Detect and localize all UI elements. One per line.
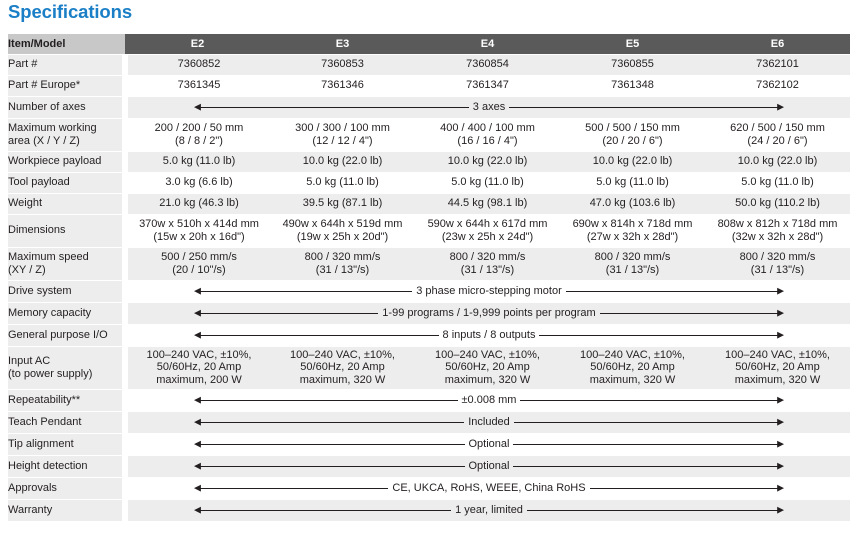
arrow-right-icon: ▶: [777, 438, 784, 449]
table-row: [8, 54, 850, 75]
table-row: [8, 172, 850, 193]
cell-line: 7360854: [466, 58, 509, 71]
table-row: [8, 499, 850, 521]
cell-line: (31 / 13"/s): [315, 263, 370, 276]
row-label: [8, 75, 125, 96]
table-row: [8, 433, 850, 455]
spanning-cell: [125, 324, 850, 346]
cell-line: 7362102: [756, 79, 799, 92]
value-cell: [415, 214, 560, 247]
cell-line: 808w x 812h x 718d mm: [717, 218, 838, 231]
page-title: Specifications: [8, 1, 133, 22]
cell-line: 7361346: [321, 79, 364, 92]
cell-line: (27w x 32h x 28d"): [586, 230, 679, 243]
cell-line: 100–240 VAC, ±10%,: [435, 349, 540, 362]
cell-line: General purpose I/O: [8, 328, 108, 341]
value-cell: [415, 75, 560, 96]
cell-line: 50/60Hz, 20 Amp: [445, 361, 530, 374]
spanning-cell: [125, 433, 850, 455]
cell-line: 7360855: [611, 58, 654, 71]
table-row: [8, 455, 850, 477]
cell-line: 800 / 320 mm/s: [594, 251, 671, 264]
cell-line: 50/60Hz, 20 Amp: [735, 361, 820, 374]
cell-line: 47.0 kg (103.6 lb): [589, 197, 676, 210]
value-cell: [560, 214, 705, 247]
spanning-cell: [125, 280, 850, 302]
value-cell: [560, 193, 705, 214]
cell-line: 100–240 VAC, ±10%,: [725, 349, 830, 362]
value-cell: [270, 214, 415, 247]
value-cell: [415, 151, 560, 172]
cell-line: 44.5 kg (98.1 lb): [447, 197, 528, 210]
cell-line: 50/60Hz, 20 Amp: [590, 361, 675, 374]
spanning-cell: [125, 455, 850, 477]
header-corner: Item/Model: [8, 34, 125, 54]
cell-line: 21.0 kg (46.3 lb): [159, 197, 239, 210]
cell-line: Tool payload: [8, 176, 70, 189]
row-label: [8, 151, 125, 172]
table-row: [8, 411, 850, 433]
row-label: [8, 302, 125, 324]
model-header: E3: [270, 34, 415, 54]
table-row: [8, 214, 850, 247]
value-cell: [270, 247, 415, 280]
table-row: [8, 193, 850, 214]
span-value: 8 inputs / 8 outputs: [439, 329, 540, 341]
cell-line: 5.0 kg (11.0 lb): [451, 176, 524, 189]
value-cell: [125, 118, 270, 151]
span-value: ±0.008 mm: [458, 394, 521, 406]
cell-line: Height detection: [8, 459, 88, 472]
cell-line: 100–240 VAC, ±10%,: [146, 349, 252, 362]
cell-line: Input AC: [8, 355, 51, 368]
cell-line: 5.0 kg (11.0 lb): [596, 176, 669, 189]
arrow-right-icon: ▶: [777, 307, 784, 318]
value-cell: [560, 151, 705, 172]
arrow-left-icon: ◀: [194, 329, 201, 340]
row-label: [8, 247, 125, 280]
value-cell: [705, 75, 850, 96]
row-label: [8, 324, 125, 346]
model-header: E5: [560, 34, 705, 54]
cell-line: 370w x 510h x 414d mm: [139, 218, 259, 231]
cell-line: (20 / 20 / 6"): [602, 134, 663, 147]
row-label: [8, 96, 125, 118]
value-cell: [560, 247, 705, 280]
table-row: [8, 96, 850, 118]
value-cell: [270, 75, 415, 96]
value-cell: [705, 151, 850, 172]
value-cell: [415, 54, 560, 75]
value-cell: [125, 346, 270, 389]
span-value: 3 axes: [469, 101, 509, 113]
value-cell: [415, 346, 560, 389]
cell-line: 800 / 320 mm/s: [304, 251, 381, 264]
span-value: Optional: [465, 438, 514, 450]
value-cell: [560, 118, 705, 151]
cell-line: (31 / 13"/s): [750, 263, 805, 276]
cell-line: Drive system: [8, 284, 72, 297]
cell-line: 620 / 500 / 150 mm: [730, 122, 825, 135]
cell-line: 500 / 250 mm/s: [161, 251, 237, 264]
cell-line: (to power supply): [8, 367, 93, 380]
value-cell: [270, 193, 415, 214]
cell-line: 490w x 644h x 519d mm: [282, 218, 403, 231]
value-cell: [270, 54, 415, 75]
arrow-left-icon: ◀: [194, 394, 201, 405]
value-cell: [125, 54, 270, 75]
table-row: [8, 75, 850, 96]
cell-line: 7361348: [611, 79, 654, 92]
cell-line: 7361347: [466, 79, 509, 92]
cell-line: maximum, 320 W: [734, 373, 821, 386]
spanning-cell: [125, 499, 850, 521]
cell-line: (23w x 25h x 24d"): [441, 230, 534, 243]
arrow-left-icon: ◀: [194, 285, 201, 296]
cell-line: Warranty: [8, 503, 53, 516]
arrow-left-icon: ◀: [194, 416, 201, 427]
value-cell: [125, 75, 270, 96]
cell-line: (31 / 13"/s): [605, 263, 660, 276]
value-cell: [560, 346, 705, 389]
row-label: [8, 455, 125, 477]
arrow-right-icon: ▶: [777, 285, 784, 296]
cell-line: 400 / 400 / 100 mm: [440, 122, 535, 135]
cell-line: (20 / 10"/s): [172, 263, 226, 276]
cell-line: (XY / Z): [8, 263, 46, 276]
cell-line: (16 / 16 / 4"): [457, 134, 518, 147]
arrow-right-icon: ▶: [777, 460, 784, 471]
cell-line: Weight: [8, 197, 43, 210]
table-row: [8, 477, 850, 499]
cell-line: Dimensions: [8, 224, 66, 237]
cell-line: (19w x 25h x 20d"): [296, 230, 389, 243]
spanning-cell: [125, 411, 850, 433]
value-cell: [560, 172, 705, 193]
value-cell: [270, 346, 415, 389]
cell-line: Workpiece payload: [8, 155, 102, 168]
arrow-right-icon: ▶: [777, 482, 784, 493]
value-cell: [705, 193, 850, 214]
row-label: [8, 193, 125, 214]
row-label: [8, 214, 125, 247]
cell-line: (8 / 8 / 2"): [175, 134, 223, 147]
arrow-left-icon: ◀: [194, 482, 201, 493]
cell-line: maximum, 320 W: [444, 373, 531, 386]
cell-line: area (X / Y / Z): [8, 134, 80, 147]
value-cell: [560, 75, 705, 96]
cell-line: 300 / 300 / 100 mm: [295, 122, 390, 135]
arrow-right-icon: ▶: [777, 101, 784, 112]
row-label: [8, 54, 125, 75]
span-value: 1 year, limited: [451, 504, 527, 516]
table-row: [8, 389, 850, 411]
cell-line: 10.0 kg (22.0 lb): [447, 155, 528, 168]
row-label: [8, 411, 125, 433]
model-header: E2: [125, 34, 270, 54]
cell-line: Teach Pendant: [8, 415, 82, 428]
span-value: CE, UKCA, RoHS, WEEE, China RoHS: [388, 482, 589, 494]
value-cell: [560, 54, 705, 75]
cell-line: 5.0 kg (11.0 lb): [306, 176, 379, 189]
cell-line: 7360852: [177, 58, 221, 71]
cell-line: Maximum speed: [8, 251, 89, 264]
cell-line: 5.0 kg (11.0 lb): [741, 176, 814, 189]
value-cell: [415, 193, 560, 214]
value-cell: [125, 151, 270, 172]
table-body: [8, 54, 850, 521]
cell-line: Memory capacity: [8, 306, 92, 319]
cell-line: 800 / 320 mm/s: [449, 251, 526, 264]
row-label: [8, 346, 125, 389]
model-header: E6: [705, 34, 850, 54]
table-row: [8, 346, 850, 389]
spanning-cell: [125, 389, 850, 411]
cell-line: Repeatability**: [8, 393, 81, 406]
row-label: [8, 389, 125, 411]
cell-line: 7361345: [177, 79, 221, 92]
cell-line: maximum, 320 W: [589, 373, 676, 386]
value-cell: [415, 118, 560, 151]
cell-line: Part #: [8, 58, 38, 71]
cell-line: Number of axes: [8, 100, 86, 113]
row-label: [8, 118, 125, 151]
span-value: 3 phase micro-stepping motor: [412, 285, 566, 297]
cell-line: 50/60Hz, 20 Amp: [156, 361, 242, 374]
arrow-right-icon: ▶: [777, 504, 784, 515]
cell-line: Tip alignment: [8, 437, 74, 450]
table-row: [8, 151, 850, 172]
cell-line: 500 / 500 / 150 mm: [585, 122, 680, 135]
header-row: [8, 34, 850, 54]
arrow-right-icon: ▶: [777, 394, 784, 405]
spanning-cell: [125, 477, 850, 499]
arrow-right-icon: ▶: [777, 416, 784, 427]
cell-line: 10.0 kg (22.0 lb): [302, 155, 383, 168]
span-value: Optional: [465, 460, 514, 472]
row-label: [8, 172, 125, 193]
table-row: [8, 324, 850, 346]
span-value: 1-99 programs / 1-9,999 points per program: [378, 307, 599, 319]
value-cell: [705, 172, 850, 193]
value-cell: [125, 214, 270, 247]
cell-line: maximum, 320 W: [299, 373, 386, 386]
cell-line: 10.0 kg (22.0 lb): [592, 155, 673, 168]
cell-line: 690w x 814h x 718d mm: [572, 218, 693, 231]
specifications-table: [8, 34, 850, 522]
cell-line: 10.0 kg (22.0 lb): [737, 155, 818, 168]
arrow-left-icon: ◀: [194, 504, 201, 515]
table-row: [8, 302, 850, 324]
arrow-left-icon: ◀: [194, 460, 201, 471]
cell-line: 7360853: [321, 58, 364, 71]
cell-line: (31 / 13"/s): [460, 263, 515, 276]
row-label: [8, 280, 125, 302]
cell-line: 3.0 kg (6.6 lb): [165, 176, 233, 189]
arrow-left-icon: ◀: [194, 307, 201, 318]
cell-line: 50/60Hz, 20 Amp: [300, 361, 385, 374]
row-label: [8, 477, 125, 499]
cell-line: 800 / 320 mm/s: [739, 251, 816, 264]
arrow-right-icon: ▶: [777, 329, 784, 340]
arrow-left-icon: ◀: [194, 101, 201, 112]
row-label: [8, 433, 125, 455]
value-cell: [705, 346, 850, 389]
value-cell: [705, 54, 850, 75]
table-row: [8, 118, 850, 151]
cell-line: 39.5 kg (87.1 lb): [302, 197, 383, 210]
cell-line: 5.0 kg (11.0 lb): [162, 155, 236, 168]
cell-line: (15w x 20h x 16d"): [153, 230, 245, 243]
table-row: [8, 247, 850, 280]
span-value: Included: [464, 416, 514, 428]
value-cell: [705, 247, 850, 280]
value-cell: [125, 193, 270, 214]
cell-line: 7362101: [756, 58, 799, 71]
value-cell: [125, 247, 270, 280]
value-cell: [270, 172, 415, 193]
cell-line: Maximum working: [8, 122, 97, 135]
cell-line: 50.0 kg (110.2 lb): [735, 197, 820, 210]
spanning-cell: [125, 96, 850, 118]
value-cell: [705, 118, 850, 151]
cell-line: (24 / 20 / 6"): [747, 134, 808, 147]
row-label: [8, 499, 125, 521]
cell-line: (32w x 32h x 28d"): [731, 230, 824, 243]
value-cell: [270, 151, 415, 172]
cell-line: Approvals: [8, 481, 57, 494]
value-cell: [125, 172, 270, 193]
value-cell: [270, 118, 415, 151]
cell-line: (12 / 12 / 4"): [312, 134, 373, 147]
arrow-left-icon: ◀: [194, 438, 201, 449]
cell-line: 590w x 644h x 617d mm: [427, 218, 548, 231]
cell-line: 100–240 VAC, ±10%,: [580, 349, 685, 362]
value-cell: [415, 247, 560, 280]
value-cell: [705, 214, 850, 247]
cell-line: 200 / 200 / 50 mm: [154, 122, 244, 135]
value-cell: [415, 172, 560, 193]
model-header: E4: [415, 34, 560, 54]
cell-line: maximum, 200 W: [156, 373, 242, 386]
cell-line: 100–240 VAC, ±10%,: [290, 349, 395, 362]
table-row: [8, 280, 850, 302]
spanning-cell: [125, 302, 850, 324]
cell-line: Part # Europe*: [8, 79, 81, 92]
